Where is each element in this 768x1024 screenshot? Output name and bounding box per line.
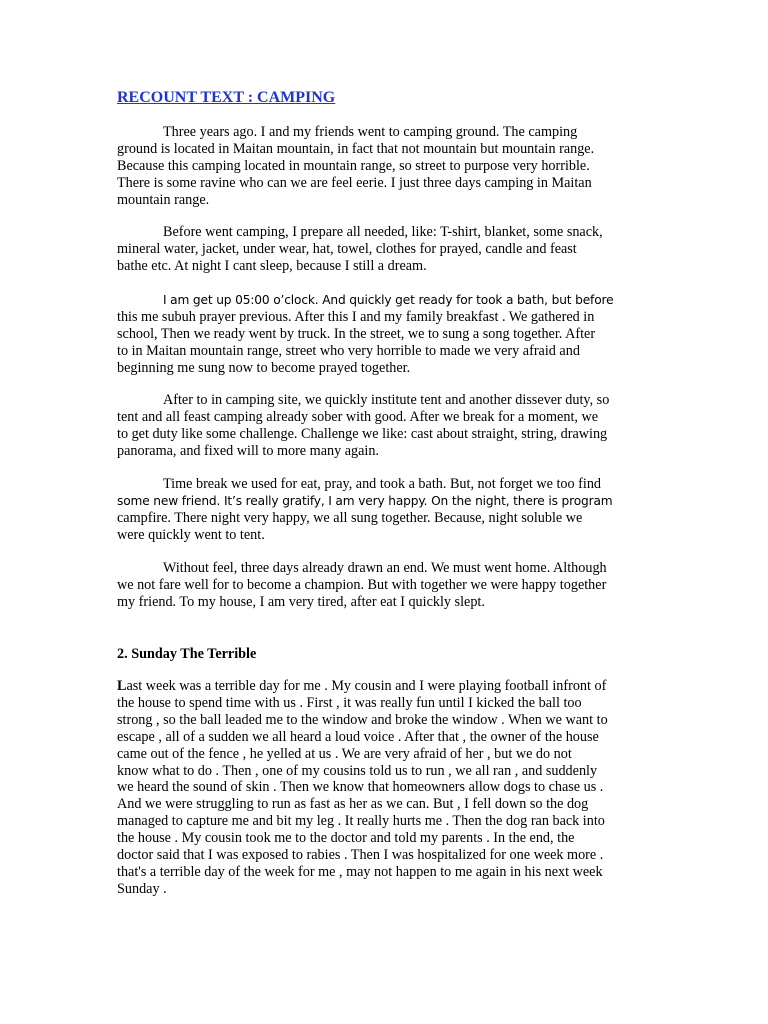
paragraph-3	[117, 292, 657, 377]
paragraph-line: the house to spend time with us . First , it was really fun until I kicked the ball too	[117, 694, 582, 711]
paragraph-line: we not fare well for to become a champion. But with together we were happy together	[117, 576, 607, 593]
drop-cap-letter: L	[117, 678, 127, 694]
paragraph-line	[117, 678, 657, 695]
paragraph-line: the house . My cousin took me to the doctor and told my parents . In the end, the	[117, 830, 575, 847]
paragraph-line: campfire. There night very happy, we all sung together. Because, night soluble we	[117, 509, 583, 526]
paragraph-line: I am get up 05:00 o’clock. And quickly get ready for took a bath, but before	[163, 293, 614, 307]
section-2-body	[117, 678, 657, 898]
paragraph-line: Without feel, three days already drawn an end. We must went home. Although	[163, 560, 607, 576]
paragraph-line: bathe etc. At night I cant sleep, because I still a dream.	[117, 257, 427, 274]
paragraph-line: some new friend. It’s really gratify, I am very happy. On the night, there is program	[117, 493, 613, 508]
paragraph-line: There is some ravine who can we are feel eerie. I just three days camping in Maitan	[117, 174, 592, 191]
paragraph-line: to in Maitan mountain range, street who very horrible to made we very afraid and	[117, 342, 580, 359]
paragraph-line: And we were struggling to run as fast as her as we can. But , I fell down so the dog	[117, 796, 589, 813]
paragraph-line: were quickly went to tent.	[117, 526, 265, 543]
paragraph-line: mountain range.	[117, 191, 210, 208]
paragraph-line: school, Then we ready went by truck. In the street, we to sung a song together. After	[117, 325, 596, 342]
paragraph-line: Three years ago. I and my friends went to camping ground. The camping	[163, 124, 578, 140]
paragraph-6	[117, 560, 657, 611]
paragraph-line: came out of the fence , he yelled at us . We are very afraid of her , but we do not	[117, 745, 572, 762]
paragraph-line: tent and all feast camping already sober with good. After we break for a moment, we	[117, 408, 599, 425]
paragraph-line: mineral water, jacket, under wear, hat, towel, clothes for prayed, candle and feast	[117, 240, 577, 257]
paragraph-line: know what to do . Then , one of my cousins told us to run , we all ran , and suddenly	[117, 762, 598, 779]
paragraph-2	[117, 224, 657, 275]
paragraph-line: to get duty like some challenge. Challenge we like: cast about straight, string, drawing	[117, 425, 608, 442]
paragraph-line: strong , so the ball leaded me to the window and broke the window . When we want to	[117, 711, 608, 728]
paragraph-line: this me subuh prayer previous. After this I and my family breakfast . We gathered in	[117, 308, 595, 325]
section-heading: 2. Sunday The Terrible	[117, 646, 257, 662]
paragraph-1	[117, 124, 657, 209]
paragraph-line: Time break we used for eat, pray, and took a bath. But, not forget we too find	[163, 476, 602, 492]
paragraph-5	[117, 476, 657, 544]
paragraph-line: After to in camping site, we quickly institute tent and another dissever duty, so	[163, 392, 610, 408]
paragraph-line: panorama, and fixed will to more many again.	[117, 442, 379, 459]
paragraph-line: beginning me sung now to become prayed together.	[117, 359, 411, 376]
paragraph-line: my friend. To my house, I am very tired, after eat I quickly slept.	[117, 593, 485, 610]
paragraph-line: Because this camping located in mountain range, so street to purpose very horrible.	[117, 157, 590, 174]
line-text: ast week was a terrible day for me . My cousin and I were playing football infront of	[126, 678, 607, 694]
page-title: RECOUNT TEXT : CAMPING	[117, 89, 336, 106]
paragraph-line: we heard the sound of skin . Then we know that homeowners allow dogs to chase us .	[117, 779, 604, 796]
paragraph-line: managed to capture me and bit my leg . It really hurts me . Then the dog ran back into	[117, 813, 605, 830]
paragraph-line: doctor said that I was exposed to rabies . Then I was hospitalized for one week more .	[117, 847, 604, 864]
paragraph-line: escape , all of a sudden we all heard a loud voice . After that , the owner of the house	[117, 728, 599, 745]
paragraph-line: Sunday .	[117, 880, 167, 897]
paragraph-line: Before went camping, I prepare all needed, like: T-shirt, blanket, some snack,	[163, 224, 603, 240]
paragraph-line: that's a terrible day of the week for me , may not happen to me again in his next week	[117, 863, 603, 880]
paragraph-line: ground is located in Maitan mountain, in fact that not mountain but mountain range.	[117, 140, 595, 157]
paragraph-4	[117, 392, 657, 460]
